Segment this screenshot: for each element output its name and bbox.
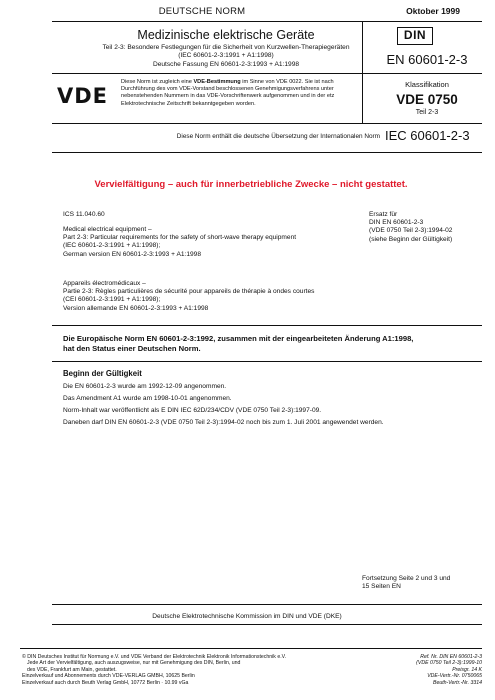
- english-title-line: Medical electrical equipment –: [63, 226, 152, 233]
- footer-line: des VDE, Frankfurt am Main, gestattet.: [27, 666, 117, 673]
- vde-note-line: [121, 79, 361, 86]
- english-title-line: German version EN 60601-2-3:1993 + A1:1998: [63, 250, 202, 258]
- vde-note-text: Diese Norm ist zugleich eine: [121, 79, 194, 85]
- french-title-line: Appareils électromédicaux –: [63, 280, 146, 287]
- header-rule: [52, 21, 482, 22]
- english-title-block: [63, 226, 363, 259]
- english-title-line: (IEC 60601-2-3:1991 + A1:1998);: [63, 242, 161, 250]
- french-title-line: (CEI 60601-2-3:1991 + A1:1998);: [63, 296, 161, 304]
- vde-note-line: Durchführung des vom VDE-Vorstand beschlossenen Genehmigungsverfahrens unter: [121, 86, 334, 93]
- vde-bestimmung-term: VDE-Bestimmung: [193, 79, 241, 85]
- publication-date: Oktober 1999: [406, 6, 460, 16]
- klassifikation-teil: Teil 2-3: [415, 109, 439, 116]
- translation-statement: Diese Norm enthält die deutsche Übersetzung der Internationalen Norm: [176, 133, 380, 140]
- footer-ref-line: Beuth-Vertr.-Nr. 3314: [432, 679, 482, 686]
- footer-line: © DIN Deutsches Institut für Normung e.V. und VDE Verband der Elektrotechnik Elektronik Informationstechnik e.V.: [22, 654, 287, 660]
- status-rule: [52, 361, 482, 362]
- french-title-line: Version allemande EN 60601-2-3:1993 + A1:1998: [63, 304, 209, 312]
- subtitle-line: Deutsche Fassung EN 60601-2-3:1993 + A1:1998: [152, 60, 300, 68]
- english-title-line: Part 2-3: Particular requirements for the safety of short-wave therapy equipment: [63, 234, 297, 242]
- norm-type-label: DEUTSCHE NORM: [158, 6, 246, 17]
- title-rule: [52, 73, 482, 74]
- footer-ref-line: (VDE 0750 Teil 2-3):1999-10: [416, 660, 482, 667]
- footer-line: Einzelverkauf und Abonnements durch VDE-VERLAG GMBH, 10625 Berlin: [22, 673, 195, 680]
- right-column-divider: [362, 21, 363, 123]
- ersatz-line: Ersatz für: [369, 211, 398, 218]
- vde-note-line: nebenstehenden Nummern in das VDE-Vorschriftenwerk aufgenommen und in der etz: [121, 93, 335, 100]
- subtitle-line: (IEC 60601-2-3:1991 + A1:1998): [178, 52, 274, 60]
- reproduction-warning: Vervielfältigung – auch für innerbetriebliche Zwecke – nicht gestattet.: [94, 179, 408, 190]
- beginn-line: Norm-Inhalt war veröffentlicht als E DIN IEC 62D/234/CDV (VDE 0750 Teil 2-3):1997-09.: [63, 407, 322, 414]
- beginn-line: Die EN 60601-2-3 wurde am 1992-12-09 angenommen.: [63, 383, 227, 390]
- french-title-block: [63, 280, 363, 313]
- beginn-line: Das Amendment A1 wurde am 1998-10-01 angenommen.: [63, 395, 232, 402]
- kommission-top-rule: [52, 604, 482, 605]
- header-band: [52, 6, 460, 20]
- klassifikation-code: VDE 0750: [396, 92, 458, 107]
- status-line: hat den Status einer Deutschen Norm.: [63, 344, 201, 353]
- footer-line: Jede Art der Vervielfältigung, auch auszugsweise, nur mit Genehmigung des DIN, Berlin, und: [27, 660, 241, 667]
- footer-line: Einzelverkauf auch durch Beuth Verlag GmbH, 10772 Berlin · 10.99 vGa: [22, 679, 189, 686]
- continuation-note: [362, 575, 482, 591]
- ersatz-line: (VDE 0750 Teil 2-3):1994-02: [369, 227, 453, 235]
- vde-note-line: Elektrotechnische Zeitschrift bekanntgegeben worden.: [121, 100, 256, 107]
- footer-copyright: [22, 654, 322, 686]
- din-standard-number: EN 60601-2-3: [386, 52, 468, 67]
- klassifikation-label: Klassifikation: [405, 80, 449, 89]
- continuation-line: 15 Seiten EN: [362, 583, 401, 591]
- ics-code: ICS 11.040.60: [63, 211, 105, 218]
- status-statement: [63, 334, 463, 354]
- iec-standard-number: IEC 60601-2-3: [385, 128, 470, 143]
- classification-rule: [52, 123, 482, 124]
- footer-ref-line: Preisgr. 14 K: [452, 666, 482, 673]
- footer-ref-line: Ref. Nr. DIN EN 60601-2-3: [420, 654, 482, 660]
- footer-reference: [372, 654, 482, 686]
- french-title-line: Partie 2-3: Règles particulières de sécurité pour appareils de thérapie à ondes courtes: [63, 288, 315, 296]
- subtitle-line: Teil 2-3: Besondere Festlegungen für die Sicherheit von Kurzwellen-Therapiegeräten: [102, 44, 350, 51]
- ersatz-line: DIN EN 60601-2-3: [369, 219, 424, 227]
- vde-note: [121, 79, 361, 108]
- status-line: Die Europäische Norm EN 60601-2-3:1992, zusammen mit der eingearbeiteten Änderung A1:1998,: [63, 334, 414, 343]
- committee-name: Deutsche Elektrotechnische Kommission im DIN und VDE (DKE): [152, 613, 342, 620]
- beginn-line: Daneben darf DIN EN 60601-2-3 (VDE 0750 Teil 2-3):1994-02 noch bis zum 1. Juli 2001 angewendet werden.: [63, 419, 384, 426]
- ersatz-block: [369, 211, 489, 244]
- footer-rule: [20, 648, 482, 649]
- kommission-bottom-rule: [52, 624, 482, 625]
- vde-note-text: im Sinne von VDE 0022. Sie ist nach: [240, 79, 334, 85]
- translation-rule: [52, 152, 482, 153]
- vde-logo: VDE: [57, 84, 109, 108]
- continuation-line: Fortsetzung Seite 2 und 3 und: [362, 575, 451, 582]
- content-rule: [52, 325, 482, 326]
- din-logo: DIN: [397, 27, 433, 45]
- beginn-text: [63, 381, 473, 429]
- document-subtitle: [96, 44, 356, 69]
- document-title: Medizinische elektrische Geräte: [137, 28, 315, 42]
- ersatz-line: (siehe Beginn der Gültigkeit): [369, 235, 453, 243]
- beginn-heading: Beginn der Gültigkeit: [63, 369, 142, 378]
- footer-ref-line: VDE-Vertr.-Nr. 0750065: [427, 673, 482, 680]
